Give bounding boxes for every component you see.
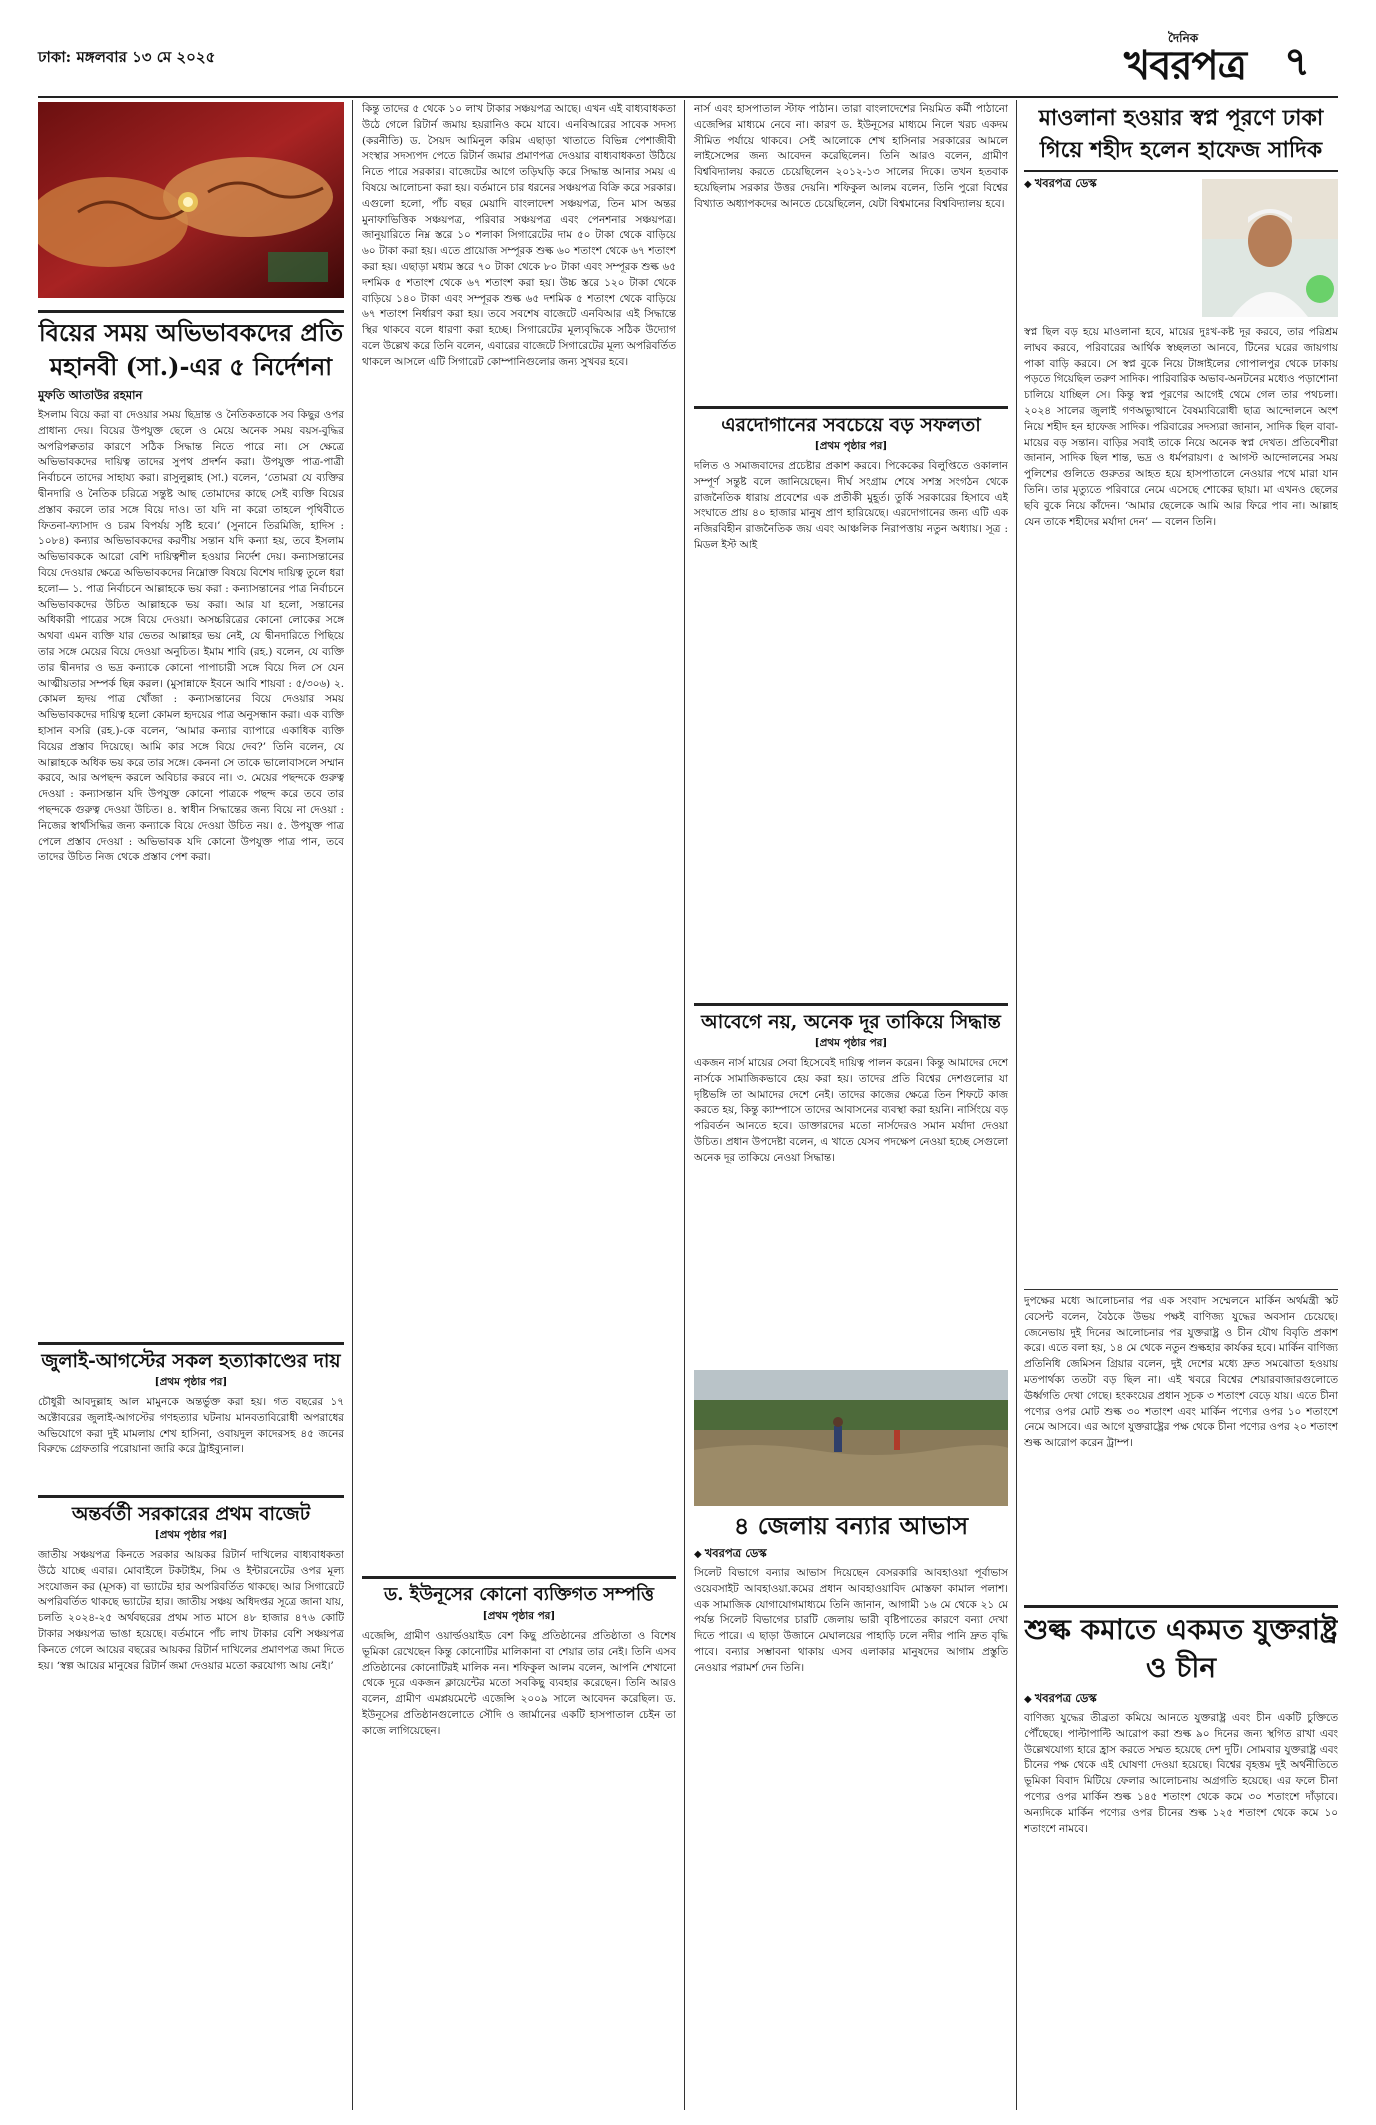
article-body: নার্স এবং হাসপাতাল স্টাফ পাঠান। তারা বাংলাদেশের নিয়মিত কর্মী পাঠানো এজেন্সির মাধ্যমে নেবে না। কারণ ড. ইউনূসের মাধ্যমে নিলে খরচ একদম সীমিত পর্যায়ে থাকবে। সেই আলোকে শেখ হাসিনার সরকারের আমলে লাইসেন্সের জন্য আবেদন করেছিলেন। তিনি আরও বলেন, গ্রামীণ বিশ্ববিদ্যালয় করতে চেয়েছিলেন ২০১২-১৩ সালের দিকে। তখন হতবাক হয়েছিলাম সরকার উত্তর দেয়নি। শফিকুল আলম বলেন, তিনি পুরো বিশ্বের বিখ্যাত অধ্যাপকদের আনতে চেয়েছিলেন, যেটা বিশ্বমানের বিশ্ববিদ্যালয় হবে। — [694, 103, 1008, 210]
continued-marker: [প্রথম পৃষ্ঠার পর] — [154, 1376, 228, 1388]
article-headline: বিয়ের সময় অভিভাবকদের প্রতি মহানবী (সা.)-এর ৫ নির্দেশনা — [38, 318, 344, 381]
article-col1 — [38, 306, 344, 2106]
headline-rule — [694, 1003, 1008, 1006]
byline-text: খবরপত্র ডেস্ক — [1034, 1691, 1097, 1705]
headline-rule — [1024, 1605, 1338, 1608]
portrait-image — [1202, 179, 1338, 317]
continued-marker: [প্রথম পৃষ্ঠার পর] — [154, 1529, 228, 1541]
third-body: জাতীয় সঞ্চয়পত্র কিনতে সরকার আয়কর রিটার্ন দাখিলের বাধ্যবাধকতা উঠে যাচ্ছে এবার। মোবাইলে টকটাইম, সিম ও ইন্টারনেটের ওপর মূল্য সংযোজন কর (মূসক) বা ভ্যাটের হার অপরিবর্তিত থাকছে। আর সিগারেটে অপরিবর্তিত থাকছে ভ্যাটের হার। জাতীয় সঞ্চয় অধিদপ্তর সূত্রে জানা যায়, চলতি ২০২৪-২৫ অর্থবছরের প্রথম সাত মাসে ৪৮ হাজার ৪৭৬ কোটি টাকার সঞ্চয়পত্র ভাঙা হয়েছে। বর্তমানে পাঁচ লাখ টাকার বেশি সঞ্চয়পত্র কিনতে গেলে আয়ের বছরের আয়কর রিটার্ন দাখিলের প্রমাণপত্র জমা দিতে হয়। ‘স্বল্প আয়ের মানুষের রিটার্ন জমা দেওয়ার মতো করযোগ্য আয় নেই।’ — [38, 1549, 344, 1672]
portrait-photo — [1202, 179, 1338, 317]
wedding-hands-photo — [38, 102, 344, 298]
sub-headline: ড. ইউনূসের কোনো ব্যক্তিগত সম্পত্তি — [384, 1584, 654, 1605]
section-body: একজন নার্স মায়ের সেবা হিসেবেই দায়িত্ব পালন করেন। কিন্তু আমাদের দেশে নার্সকে সামাজিকভাবে হেয় করা হয়। তাদের প্রতি বিশ্বের দেশগুলোর যা দৃষ্টিভঙ্গি তা আমাদের দেশে নেই। তাদের কাজের ক্ষেত্রে তিন শিফটে কাজ করতে হয়, কিন্তু ক্যাম্পাসে তাদের আবাসনের ব্যবস্থা করা হয়নি। নার্সিংয়ে বড় পরিবর্তন আনতে হবে। ডাক্তারদের মতো নার্সদেরও সমান মর্যাদা দেওয়া উচিত। প্রধান উপদেষ্টা বলেন, এ খাতে যেসব পদক্ষেপ নেওয়া হচ্ছে সেগুলো অনেক দূর তাকিয়ে নেওয়া সিদ্ধান্ত। — [694, 1057, 1008, 1164]
article-body: ইসলাম বিয়ে করা বা দেওয়ার সময় ছিদ্রান্ত ও নৈতিকতাকে সব কিছুর ওপর প্রাধান্য দেয়। বিয়ের উপযুক্ত ছেলে ও মেয়ে অনেক সময় বয়স-বুদ্ধির অপরিপক্বতার কারণে সঠিক সিদ্ধান্ত নিতে পারে না। সে ক্ষেত্রে অভিভাবকদের দায়িত্ব তাদের সুপথ প্রদর্শন করা। উপযুক্ত পাত্র-পাত্রী নির্বাচনে তাদের সাহায্য করা। রাসুলুল্লাহ (সা.) বলেন, ‘তোমরা যে ব্যক্তির দ্বীনদারি ও নৈতিক চরিত্রে সন্তুষ্ট আছ তোমাদের কাছে সেই ব্যক্তি বিয়ের প্রস্তাব করলে তার সঙ্গে বিয়ে দাও। তা যদি না করো তাহলে পৃথিবীতে ফিতনা-ফ্যাসাদ ও চরম বিপর্যয় সৃষ্টি হবে।’ (সুনানে তিরমিজি, হাদিস : ১০৮৪) কন্যার অভিভাবকদের করণীয় সন্তান যদি কন্যা হয়, তবে ইসলাম অভিভাবককে আরো বেশি দায়িত্বশীল হওয়ার নির্দেশ দেয়। কন্যাসন্তানের বিয়ে দেওয়ার ক্ষেত্রে অভিভাবকদের নিম্নোক্ত বিষয়ে বিশেষ দায়িত্ব তুলে ধরা হলো— ১. পাত্র নির্বাচনে আল্লাহকে ভয় করা : কন্যাসন্তানের পাত্র নির্বাচনে অভিভাবকদের উচিত আল্লাহকে ভয় করা। আর যা হলো, সন্তানের অধিকারী পাত্রের সঙ্গে বিয়ে দেওয়া। অসচ্চরিত্রের কোনো লোকের সঙ্গে অথবা এমন ব্যক্তি যার ভেতর আল্লাহর ভয় নেই, যে দ্বীনদারিতে পিছিয়ে তার সঙ্গে মেয়ের বিয়ে দেওয়া অনুচিত। ইমাম শাবি (রহ.) বলেন, যে ব্যক্তি তার দ্বীনদার ও ভদ্র কন্যাকে কোনো পাপাচারী সঙ্গে বিয়ে দিল সে যেন আত্মীয়তার সম্পর্ক ছিন্ন করল। (মুসান্নাফে ইবনে আবি শায়বা : ৫/৩০৬) ২. কোমল হৃদয় পাত্র খোঁজা : কন্যাসন্তানের বিয়ে দেওয়ার সময় অভিভাবকদের দায়িত্ব হলো কোমল হৃদয়ের পাত্র অনুসন্ধান করা। এক ব্যক্তি হাসান বসরি (রহ.)-কে বলেন, ‘আমার কন্যার ব্যাপারে একাধিক ব্যক্তি বিয়ের প্রস্তাব দিয়েছে। আমি কার সঙ্গে বিয়ে দেব?’ তিনি বলেন, যে আল্লাহকে অধিক ভয় করে তার সঙ্গে। কেননা সে তাকে ভালোবাসলে সম্মান করবে, আর অপছন্দ করলে অবিচার করবে না। ৩. মেয়ের পছন্দকে গুরুত্ব দেওয়া : কন্যাসন্তান যদি উপযুক্ত কোনো পাত্রকে পছন্দ করে তবে তার পছন্দকে গুরুত্ব দেওয়া উচিত। ৪. স্বাধীন সিদ্ধান্তের জন্য বিয়ে না দেওয়া : নিজের স্বার্থসিদ্ধির জন্য কন্যাকে বিয়ে দেওয়া উচিত নয়। ৫. উপযুক্ত পাত্র পেলে প্রস্তাব দেওয়া : অভিভাবক যদি কোনো উপযুক্ত পাত্র পান, তবে তাদের উচিত নিজ থেকে প্রস্তাব পেশ করা। — [38, 409, 344, 864]
continued-marker: [প্রথম পৃষ্ঠার পর] — [814, 1037, 888, 1049]
article-col4 — [1024, 102, 1338, 2107]
column-divider — [1016, 100, 1017, 2110]
flood-photo-image — [694, 1370, 1008, 1506]
third-headline: অন্তর্বর্তী সরকারের প্রথম বাজেট — [71, 1503, 311, 1525]
continued-marker: [প্রথম পৃষ্ঠার পর] — [482, 1610, 556, 1622]
sub-body: এজেন্সি, গ্রামীণ ওয়ার্ল্ডওয়াইড বেশ কিছু প্রতিষ্ঠানের প্রতিষ্ঠাতা ও বিশেষ ভূমিকা রেখেছেন কিন্তু কোনোটির মালিকানা বা শেয়ার তার নেই। তিনি এসব প্রতিষ্ঠানের কোনোটিরই মালিক নন। শফিকুল আলম বলেন, আপনি শেখানো থেকে দূরে একজন ক্লায়েন্টের মতো সবকিছু ব্যবহার করেছেন। তিনি আরও বলেন, গ্রামীণ এমপ্লয়মেন্টে এজেন্সি ২০০৯ সালে আবেদন করেছিল। ড. ইউনূসের প্রতিষ্ঠানগুলোতে সৌদি ও জার্মানের একটি হাসপাতাল চেইন তা কাজে লাগিয়েছেন। — [362, 1630, 676, 1737]
sub-body: চৌধুরী আবদুল্লাহ আল মামুনকে অন্তর্ভুক্ত করা হয়। গত বছরের ১৭ অক্টোবরের জুলাই-আগস্টের গণহত্যার ঘটনায় মানবতাবিরোধী অপরাধের অভিযোগে করা দুই মামলায় শেখ হাসিনা, ওবায়দুল কাদেরসহ ৪৫ জনের বিরুদ্ধে গ্রেফতারি পরোয়ানা জারি করে ট্রাইব্যুনাল। — [38, 1396, 344, 1456]
page-number: ৭ — [1284, 38, 1311, 85]
budget-body: কিন্তু তাদের ৫ থেকে ১০ লাখ টাকার সঞ্চয়পত্র আছে। এখন এই বাধ্যবাধকতা উঠে গেলে রিটার্ন জমায় হয়রানিও কমে যাবে। এনবিআরের সাবেক সদস্য (করনীতি) ড. সৈয়দ আমিনুল করিম এছাড়া খাতাতে বিভিন্ন পেশাজীবী সংস্থার সদস্যপদ পেতে রিটার্ন জমার প্রমাণপত্র দেওয়ার বাধ্যবাধকতা উঠিয়ে নিতে পারে সরকার। বাজেটের আগে তড়িঘড়ি করে সিদ্ধান্ত আনার সময় এ বিষয়ে আলোচনা করা হয়। বর্তমানে চার ধরনের সঞ্চয়পত্র বিক্রি করে সরকার। এগুলো হলো, পাঁচ বছর মেয়াদি বাংলাদেশ সঞ্চয়পত্র, তিন মাস অন্তর মুনাফাভিত্তিক সঞ্চয়পত্র, পরিবার সঞ্চয়পত্র এবং পেনশনার সঞ্চয়পত্র। জানুয়ারিতে নিম্ন স্তরে ১০ শলাকা সিগারেটের দাম ৫০ টাকা থেকে বাড়িয়ে ৬০ টাকা করা হয়। এতে প্রায়োজ সম্পূরক শুল্ক ৬০ শতাংশ থেকে ৬৭ শতাংশ করা হয়। এছাড়া মধ্যম স্তরে ৭০ টাকা থেকে ৮০ টাকা এবং সম্পূরক শুল্ক ৬৫ দশমিক ৫ শতাংশ থেকে ৬৭ শতাংশ করা হয়। উচ্চ স্তরে ১২০ টাকা থেকে বাড়িয়ে ১৪০ টাকা এবং সম্পূরক শুল্ক ৬৫ দশমিক ৫ শতাংশ থেকে বাড়িয়ে ৬৭ শতাংশ নির্ধারণ করা হয়। তবে সবশেষ বাজেটে এনবিআর এই সিদ্ধান্তে স্থির থাকবে বলে ধারণা করা হচ্ছে। সিগারেটের মূল্যবৃদ্ধিকে সঠিক উদ্যোগ বলে উল্লেখ করে তিনি বলেন, এবারের বাজেটে সিগারেটের মূল্য অপরিবর্তিত থাকলে আসলে এটি সিগারেট কোম্পানিগুলোর জন্য সুখবর হবে। — [362, 103, 676, 368]
feature-body: স্বপ্ন ছিল বড় হয়ে মাওলানা হবে, মায়ের দুঃখ-কষ্ট দূর করবে, তার পরিশ্রম লাঘব করবে, পরিবারের আর্থিক স্বচ্ছলতা আনবে, টিনের ঘরের জায়গায় পাকা বাড়ি করবে। সে স্বপ্ন বুকে নিয়ে টাঙ্গাইলের গোপালপুর থেকে ঢাকায় পড়তে গিয়েছিল তরুণ সাদিক। পারিবারিক অভাব-অনটনের মধ্যেও পড়াশোনা চালিয়ে যাচ্ছিল সে। কিন্তু স্বপ্ন পূরণের আগেই থেমে গেল তার পথচলা। ২০২৪ সালের জুলাই গণঅভ্যুত্থানে বৈষম্যবিরোধী ছাত্র আন্দোলনে অংশ নিয়ে শহীদ হন হাফেজ সাদিক। পরিবারের সদস্যরা জানান, সাদিক ছিল বাবা-মায়ের বড় সন্তান। বাড়ির সবাই তাকে নিয়ে অনেক স্বপ্ন দেখত। প্রতিবেশীরা জানান, সাদিক ছিল শান্ত, ভদ্র ও ধর্মপরায়ণ। ৫ আগস্ট আন্দোলনের সময় পুলিশের গুলিতে গুরুতর আহত হয়ে হাসপাতালে নেওয়ার পথে মারা যান তিনি। তার মৃত্যুতে পরিবারে নেমে এসেছে শোকের ছায়া। মা এখনও ছেলের ছবি বুকে নিয়ে কাঁদেন। ‘আমার ছেলেকে আমি আর ফিরে পাব না। আল্লাহ যেন তাকে শহীদের মর্যাদা দেন’ — বলেন তিনি। — [1024, 326, 1338, 528]
headline-rule — [38, 310, 344, 313]
section-body: দলিত ও সমাজবাদের প্রচেষ্টার প্রকাশ করবে। পিকেকের বিলুপ্তিতে ওকালান সম্পূর্ণ সন্তুষ্ট বলে জানিয়েছেন। দীর্ঘ সংগ্রাম শেষে সশস্ত্র সংগঠন থেকে রাজনৈতিক ধারায় প্রবেশের এক প্রতীকী মুহূর্ত। তুর্কি সরকারের হিসাবে এই সংঘাতে প্রায় ৪০ হাজার মানুষ প্রাণ হারিয়েছে। এরদোগানের জন্য এটি এক নজিরবিহীন রাজনৈতিক জয় এবং আঞ্চলিক নিরাপত্তায় নতুন অধ্যায়। সূত্র : মিডল ইস্ট আই — [694, 460, 1008, 551]
article-col3 — [694, 102, 1008, 2107]
bullet-diamond-icon: ◆ — [694, 1549, 702, 1560]
byline-text: খবরপত্র ডেস্ক — [704, 1546, 767, 1560]
page-header — [38, 18, 1338, 98]
feature-headline: মাওলানা হওয়ার স্বপ্ন পূরণে ঢাকা গিয়ে শহীদ হলেন হাফেজ সাদিক — [1024, 102, 1338, 172]
bullet-diamond-icon: ◆ — [1024, 179, 1032, 190]
trade-body: বাণিজ্য যুদ্ধের তীব্রতা কমিয়ে আনতে যুক্তরাষ্ট্র এবং চীন একটি চুক্তিতে পৌঁছেছে। পাল্টাপাল্টি আরোপ করা শুল্ক ৯০ দিনের জন্য স্থগিত রাখা এবং উল্লেখযোগ্য হারে হ্রাস করতে সম্মত হয়েছে দেশ দুটি। সোমবার যুক্তরাষ্ট্র এবং চীনের পক্ষ থেকে এই ঘোষণা দেওয়া হয়েছে। বিশ্বের বৃহত্তম দুই অর্থনীতিতে ভূমিকা বিবাদ মিটিয়ে ফেলার আলোচনায় অগ্রগতি হয়েছে। এর ফলে চীনা পণ্যের ওপর মার্কিন শুল্ক ১৪৫ শতাংশ থেকে কমে ৩০ শতাংশে দাঁড়াবে। অন্যদিকে মার্কিন পণ্যের ওপর চীনের শুল্ক ১২৫ শতাংশ থেকে কমে ১০ শতাংশে নামবে। — [1024, 1712, 1338, 1835]
masthead-small: দৈনিক — [1168, 31, 1199, 45]
headline-rule — [38, 1342, 344, 1345]
flood-photo — [694, 1370, 1008, 1506]
masthead-title: খবরপত্র — [1124, 42, 1247, 89]
trade-headline: শুল্ক কমাতে একমত যুক্তরাষ্ট্র ও চীন — [1024, 1613, 1338, 1684]
trade-byline — [1024, 1690, 1338, 1709]
sub-headline: জুলাই-আগস্টের সকল হত্যাকাণ্ডের দায় — [41, 1350, 341, 1372]
column-divider — [352, 100, 353, 2110]
headline-rule — [694, 406, 1008, 409]
flood-byline — [694, 1545, 1008, 1564]
wedding-photo-image — [38, 102, 344, 298]
section-headline: আবেগে নয়, অনেক দূর তাকিয়ে সিদ্ধান্ত — [701, 1011, 1001, 1033]
section-headline: এরদোগানের সবচেয়ে বড় সফলতা — [721, 414, 981, 436]
continued-marker: [প্রথম পৃষ্ঠার পর] — [814, 440, 888, 452]
headline-rule — [362, 1576, 676, 1579]
article-byline: মুফতি আতাউর রহমান — [38, 388, 143, 402]
issue-date: ঢাকা: মঙ্গলবার ১৩ মে ২০২৫ — [38, 48, 216, 66]
feature-continued-body: দুপক্ষের মধ্যে আলোচনার পর এক সংবাদ সম্মেলনে মার্কিন অর্থমন্ত্রী স্কট বেসেন্ট বলেন, বৈঠকে উভয় পক্ষই বাণিজ্য যুদ্ধের অবসান চেয়েছে। জেনেভায় দুই দিনের আলোচনার পর যুক্তরাষ্ট্র ও চীন যৌথ বিবৃতি প্রকাশ করে। এতে বলা হয়, ১৪ মে থেকে নতুন শুল্কহার কার্যকর হবে। মার্কিন বাণিজ্য প্রতিনিধি জেমিসন গ্রিয়ার বলেন, দুই দেশের মধ্যে দ্রুত সমঝোতা হওয়ায় মতপার্থক্য ততটা বড় ছিল না। এই খবরে বিশ্বের শেয়ারবাজারগুলোতে ঊর্ধ্বগতি দেখা গেছে। হংকংয়ের প্রধান সূচক ৩ শতাংশ বেড়ে যায়। এতে চীনা পণ্যের ওপর মোট শুল্ক ৩০ শতাংশ এবং মার্কিন পণ্যের ওপর ১০ শতাংশে নেমে আসবে। এর আগে যুক্তরাষ্ট্রের পক্ষ থেকে চীনা পণ্যের ওপর ২০ শতাংশ শুল্ক আরোপ করেন ট্রাম্প। — [1024, 1289, 1338, 1601]
flood-body: সিলেট বিভাগে বন্যার আভাস দিয়েছেন বেসরকারি আবহাওয়া পূর্বাভাস ওয়েবসাইট আবহাওয়া.কমের প্রধান আবহাওয়াবিদ মোস্তফা কামাল পলাশ। এক সামাজিক যোগাযোগমাধ্যমে তিনি জানান, আগামী ১৬ মে থেকে ২১ মে পর্যন্ত সিলেট বিভাগের চারটি জেলায় ভারী বৃষ্টিপাতের কারণে বন্যা দেখা দিতে পারে। এ ছাড়া উজানে মেঘালয়ের পাহাড়ি ঢলে নদীর পানি দ্রুত বৃদ্ধি পাবে। বন্যার সম্ভাবনা থাকায় এসব এলাকার মানুষদের আগাম প্রস্তুতি নেওয়ার পরামর্শ দেন তিনি। — [694, 1567, 1008, 1674]
masthead-logo — [1124, 28, 1264, 92]
byline-text: খবরপত্র ডেস্ক — [1034, 176, 1097, 190]
article-col2 — [362, 102, 676, 2107]
flood-headline: ৪ জেলায় বন্যার আভাস — [733, 1511, 969, 1540]
bullet-diamond-icon: ◆ — [1024, 1694, 1032, 1705]
column-divider — [684, 100, 685, 2110]
headline-rule — [38, 1495, 344, 1498]
